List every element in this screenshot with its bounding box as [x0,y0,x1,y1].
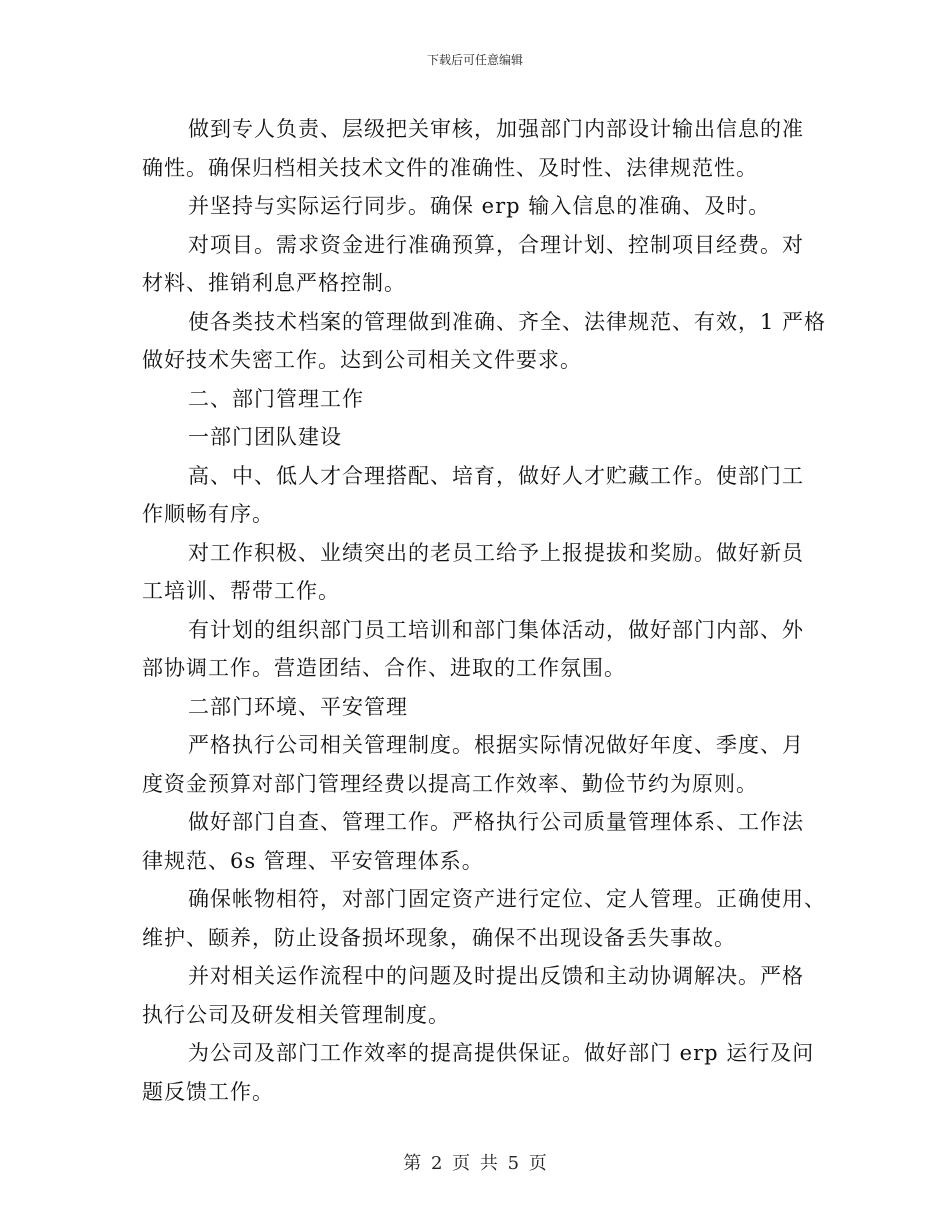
paragraph-line: 工培训、帮带工作。 [142,579,340,603]
paragraph-line: 为公司及部门工作效率的提高提供保证。做好部门 erp 运行及问 [188,1041,815,1065]
section-heading [142,380,814,419]
paragraph-line: 律规范、6s 管理、平安管理体系。 [142,848,484,873]
paragraph [142,957,814,1034]
page-header-note: 下载后可任意编辑 [426,53,523,67]
paragraph [142,1034,814,1111]
paragraph [142,880,826,957]
paragraph [142,226,814,303]
paragraph [142,457,814,534]
paragraph-line: 部协调工作。营造团结、合作、进取的工作氛围。 [142,656,626,680]
paragraph-line: 作顺畅有序。 [142,502,274,526]
paragraph-line: 对项目。需求资金进行准确预算，合理计划、控制项目经费。对 [188,232,804,257]
paragraph-line: 材料、推销利息严格控制。 [142,271,406,295]
section-heading-text: 二、部门管理工作 [188,386,364,411]
paragraph [142,611,814,688]
subsection-heading-text: 二部门环境、平安管理 [188,694,408,719]
paragraph [142,534,814,611]
paragraph [142,110,814,187]
paragraph-line: 确性。确保归档相关技术文件的准确性、及时性、法律规范性。 [142,155,758,180]
paragraph [142,303,827,380]
paragraph [142,187,814,226]
paragraph-line: 维护、颐养，防止设备损坏现象，确保不出现设备丢失事故。 [142,925,736,950]
paragraph-line: 题反馈工作。 [142,1079,274,1104]
paragraph-line: 对工作积极、业绩突出的老员工给予上报提拔和奖励。做好新员 [188,540,804,565]
paragraph-line: 执行公司及研发相关管理制度。 [142,1002,450,1027]
paragraph-line: 并对相关运作流程中的问题及时提出反馈和主动协调解决。严格 [188,964,804,988]
document-body [142,110,827,1111]
subsection-heading [142,418,814,457]
subsection-heading-text: 一部门团队建设 [188,425,342,449]
paragraph-line: 使各类技术档案的管理做到准确、齐全、法律规范、有效，1 严格 [188,309,827,334]
paragraph-line: 严格执行公司相关管理制度。根据实际情况做好年度、季度、月 [188,733,804,757]
paragraph-line: 做好技术失密工作。达到公司相关文件要求。 [142,348,582,372]
paragraph-line: 度资金预算对部门管理经费以提高工作效率、勤俭节约为原则。 [142,771,758,796]
paragraph-line: 确保帐物相符，对部门固定资产进行定位、定人管理。正确使用、 [188,887,826,911]
paragraph-line: 高、中、低人才合理搭配、培育，做好人才贮藏工作。使部门工 [188,463,804,488]
subsection-heading [142,688,814,727]
paragraph-line: 做到专人负责、层级把关审核，加强部门内部设计输出信息的准 [188,117,804,141]
paragraph-line: 做好部门自查、管理工作。严格执行公司质量管理体系、工作法 [188,810,804,834]
paragraph-line: 有计划的组织部门员工培训和部门集体活动，做好部门内部、外 [188,617,804,642]
page-number: 第 2 页 共 5 页 [403,1153,547,1174]
paragraph-line: 并坚持与实际运行同步。确保 erp 输入信息的准确、及时。 [188,194,771,218]
paragraph [142,803,814,880]
paragraph [142,726,814,803]
